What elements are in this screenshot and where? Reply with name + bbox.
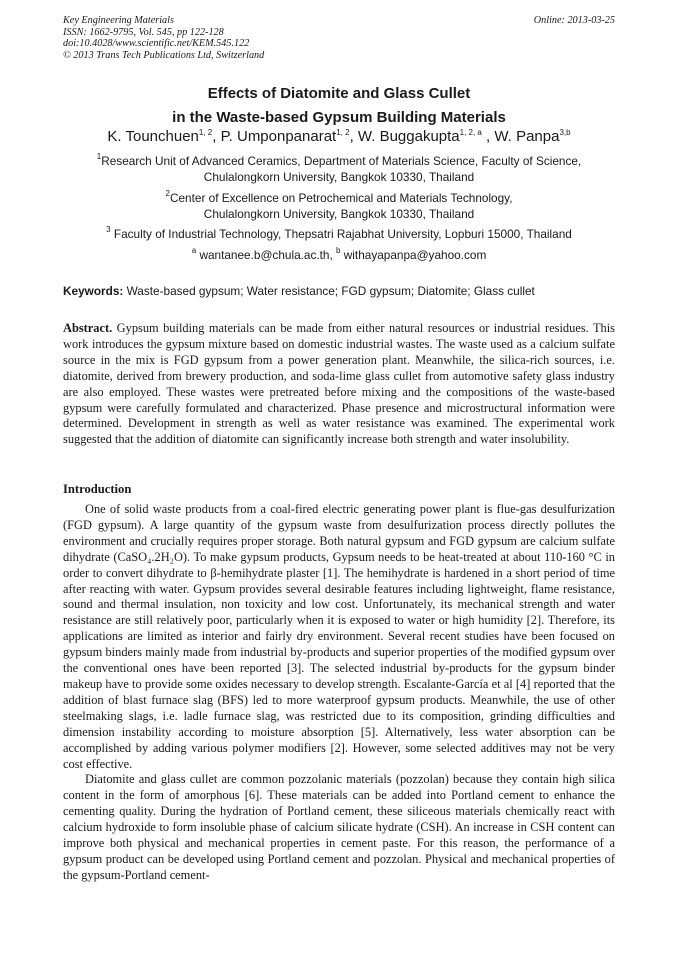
doi-line: doi:10.4028/www.scientific.net/KEM.545.122 [63,38,250,49]
author-separator: , [481,128,495,145]
copyright-line: © 2013 Trans Tech Publications Ltd, Switzerland [63,49,265,61]
title-line-1: Effects of Diatomite and Glass Cullet [207,85,471,102]
affiliation-mark: 3 [106,225,111,234]
affiliation-line: Chulalongkorn University, Bangkok 10330, Thailand [203,169,475,184]
abstract-section [63,321,615,448]
affiliation-line: Chulalongkorn University, Bangkok 10330, Thailand [203,206,475,221]
keywords-label: Keywords: [63,284,124,298]
keywords-line [63,284,615,299]
email-mark: a [191,246,197,255]
online-date: Online: 2013-03-25 [533,15,615,26]
introduction-paragraph-2: Diatomite and glass cullet are common pozzolanic materials (pozzolan) because they contain high silica content in the form of amorphous [6]. These materials can be added into Portland cement to enhance the cementing quality. During the hydration of Portland cement, these siliceous materials chemically react with calcium hydroxide to form insoluble phase of calcium silicate hydrate (CSH). An increase in CSH content can improve both physical and mechanical properties in cement paste. For this reason, the performance of a gypsum product can be developed using Portland cement and pozzolan. Physical and mechanical properties of the gypsum-Portland cement- [63,772,615,882]
introduction-paragraph-1: One of solid waste products from a coal-fired electric generating power plant is flue-gas desulfurization (FGD gypsum). A large quantity of the gypsum waste from desulfurization process directly pollutes the environment and crucially requires proper storage. Both natural gypsum and FGD gypsum are calcium sulfate dihydrate (CaSO₄.2H₂O). To make gypsum products, Gypsum needs to be heat-treated at about 110-160 °C in order to convert dihydrate to β-hemihydrate plaster [1]. The hemihydrate is hardened in a short period of time after reacting with water. Gypsum provides several desirable features including lightweight, flame resistance, sound and thermal insulation, non toxicity and low cost. Unfortunately, its mechanical strength and water resistance are still relatively poor, particularly when it is exposed to water or high humidity [2]. Therefore, its applications are limited as interior and fairly dry environment. Several recent studies have been focused on gypsum binders mainly made from industrial by-products and superior properties of the modified gypsum over the conventional ones have been reported [3]. The selected industrial by-products for the gypsum binder makeup have to provide some oxides necessary to develop strength. Escalante-García et al [4] reported that the addition of blast furnace slag (BFS) led to more waterproof gypsum products. Meanwhile, the use of other steelmaking slags, i.e. ladle furnace slag, was restricted due to its composition, grinding difficulties and dimension instability according to moisture absorption [5]. Alternatively, less water absorption can be accomplished by adding various polymer modifiers [2]. However, some selected additives may not be very cost effective. [63,502,615,771]
keywords-text: Waste-based gypsum; Water resistance; FGD gypsum; Diatomite; Glass cullet [126,284,535,298]
author-separator: , [212,128,221,145]
email-a[interactable]: wantanee.b@chula.ac.th, [199,248,333,262]
author-affiliation-mark: 1, 2, a [459,128,482,137]
author-name: W. Panpa [494,128,560,145]
email-mark: b [336,246,341,255]
affiliation-mark: 2 [165,189,170,198]
author-list [63,127,615,147]
affiliation-line: Faculty of Industrial Technology, Thepsatri Rajabhat University, Lopburi 15000, Thailand [113,227,572,241]
journal-name: Key Engineering Materials [63,15,174,26]
affiliation-3 [63,227,615,243]
author-name: P. Umponpanarat [220,128,337,145]
introduction-heading: Introduction [63,482,132,496]
email-b[interactable]: withayapanpa@yahoo.com [343,248,487,262]
title-line-2: in the Waste-based Gypsum Building Materials [172,109,506,126]
affiliation-line: Center of Excellence on Petrochemical and Materials Technology, [169,191,513,205]
author-name: W. Buggakupta [357,128,460,145]
abstract-label: Abstract. [63,321,113,335]
author-affiliation-mark: 1, 2 [198,128,213,137]
author-affiliation-mark: 1, 2 [336,128,350,137]
author-affiliation-mark: 3,b [559,128,571,137]
affiliation-mark: 1 [96,152,102,161]
author-emails [63,248,615,263]
affiliation-2 [63,191,615,222]
paper-title [63,82,615,130]
journal-header [63,15,615,61]
author-separator: , [349,128,358,145]
introduction-section [63,502,615,884]
abstract-paragraph [63,321,615,448]
abstract-text: Gypsum building materials can be made from either natural resources or industrial residues. This work introduces the gypsum mixture based on domestic industrial wastes. The waste used as a calcium sulfate source in the mix is FGD gypsum from a power generation plant. Meanwhile, the silica-rich sources, i.e. diatomite, derived from brewery production, and soda-lime glass cullet from automotive safety glass industry are also employed. These wastes were pretreated before mixing and the compositions of the waste-based gypsum were carefully formulated and characterized. Phase presence and microstructural information were determined. Development in strength as well as water resistance was examined. The experimental work suggested that the addition of diatomite can significantly increase both strength and water insolubility. [63,321,615,447]
author-name: K. Tounchuen [107,128,199,145]
affiliation-line: Research Unit of Advanced Ceramics, Department of Materials Science, Faculty of Science, [101,154,582,168]
affiliation-1 [63,154,615,185]
issn-line: ISSN: 1662-9795, Vol. 545, pp 122-128 [63,26,224,38]
